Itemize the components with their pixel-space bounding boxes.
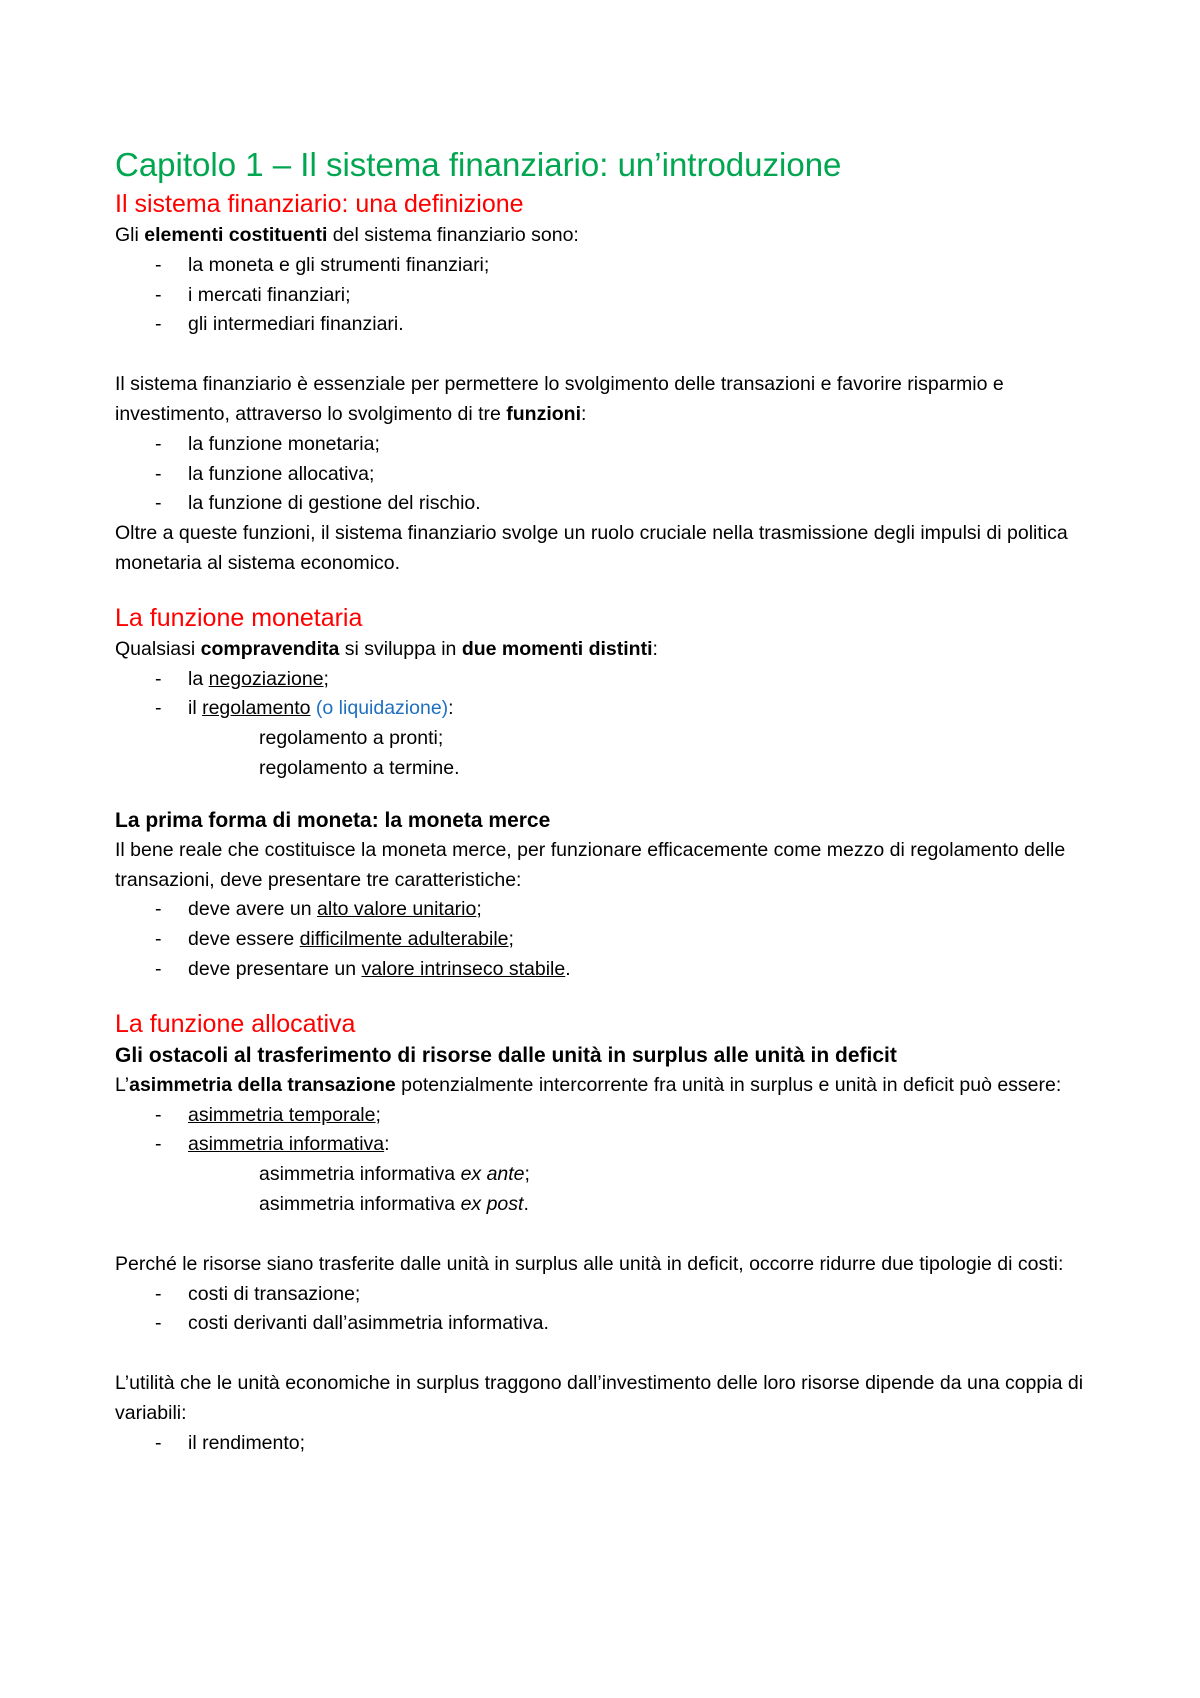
list-item: - la funzione di gestione del rischio. <box>115 489 1090 519</box>
list-item: - costi derivanti dall’asimmetria informativa. <box>115 1309 1090 1339</box>
sub-list-item: asimmetria informativa ex ante; <box>259 1163 530 1186</box>
list-item: - asimmetria temporale; <box>115 1101 1090 1131</box>
bullet-list <box>115 251 1090 340</box>
paragraph: Il sistema finanziario è essenziale per permettere lo svolgimento delle transazioni e favorire risparmio e investimento, attraverso lo svolgimento di tre funzioni: <box>115 373 1004 425</box>
paragraph: Perché le risorse siano trasferite dalle unità in surplus alle unità in deficit, occorre ridurre due tipologie di costi: <box>115 1252 1064 1275</box>
list-item: - il regolamento (o liquidazione): <box>115 694 1090 724</box>
list-item: - deve avere un alto valore unitario; <box>115 895 1090 925</box>
bullet-list <box>115 895 1090 984</box>
list-item: - la moneta e gli strumenti finanziari; <box>115 251 1090 281</box>
sub-list-item: regolamento a pronti; <box>259 727 444 750</box>
list-item: - gli intermediari finanziari. <box>115 310 1090 340</box>
paragraph: Il bene reale che costituisce la moneta merce, per funzionare efficacemente come mezzo di regolamento delle transazioni, deve presentare tre caratteristiche: <box>115 838 1066 891</box>
list-item: - la funzione monetaria; <box>115 430 1090 460</box>
paragraph: L’asimmetria della transazione potenzialmente intercorrente fra unità in surplus e unità in deficit può essere: <box>115 1073 1062 1096</box>
section-heading-funzione-monetaria: La funzione monetaria <box>115 603 363 632</box>
list-item: - la negoziazione; <box>115 665 1090 695</box>
list-item: - asimmetria informativa: <box>115 1130 1090 1160</box>
subsection-heading-moneta-merce: La prima forma di moneta: la moneta merce <box>115 808 551 832</box>
sub-list-item: regolamento a termine. <box>259 756 460 779</box>
chapter-title: Capitolo 1 – Il sistema finanziario: un’introduzione <box>115 146 842 183</box>
bullet-list <box>115 1429 1090 1459</box>
paragraph: L’utilità che le unità economiche in surplus traggono dall’investimento delle loro risorse dipende da una coppia di variabili: <box>115 1372 1084 1424</box>
paragraph: Qualsiasi compravendita si sviluppa in due momenti distinti: <box>115 637 658 660</box>
list-item: - il rendimento; <box>115 1429 1090 1459</box>
subsection-heading-ostacoli: Gli ostacoli al trasferimento di risorse dalle unità in surplus alle unità in deficit <box>115 1043 897 1067</box>
paragraph: Oltre a queste funzioni, il sistema finanziario svolge un ruolo cruciale nella trasmissione degli impulsi di politica monetaria al sistema economico. <box>115 522 1068 574</box>
bullet-list <box>115 430 1090 519</box>
document-body <box>115 143 1090 1459</box>
paragraph: Gli elementi costituenti del sistema finanziario sono: <box>115 224 579 246</box>
list-item: - la funzione allocativa; <box>115 460 1090 490</box>
section-heading-funzione-allocativa: La funzione allocativa <box>115 1009 356 1038</box>
sub-list-item: asimmetria informativa ex post. <box>259 1192 529 1215</box>
list-item: - costi di transazione; <box>115 1280 1090 1310</box>
list-item: - i mercati finanziari; <box>115 281 1090 311</box>
section-heading-definizione: Il sistema finanziario: una definizione <box>115 190 524 218</box>
bullet-list <box>115 1280 1090 1340</box>
list-item: - deve essere difficilmente adulterabile; <box>115 925 1090 955</box>
bullet-list <box>115 665 1090 725</box>
list-item: - deve presentare un valore intrinseco stabile. <box>115 955 1090 985</box>
bullet-list <box>115 1101 1090 1161</box>
